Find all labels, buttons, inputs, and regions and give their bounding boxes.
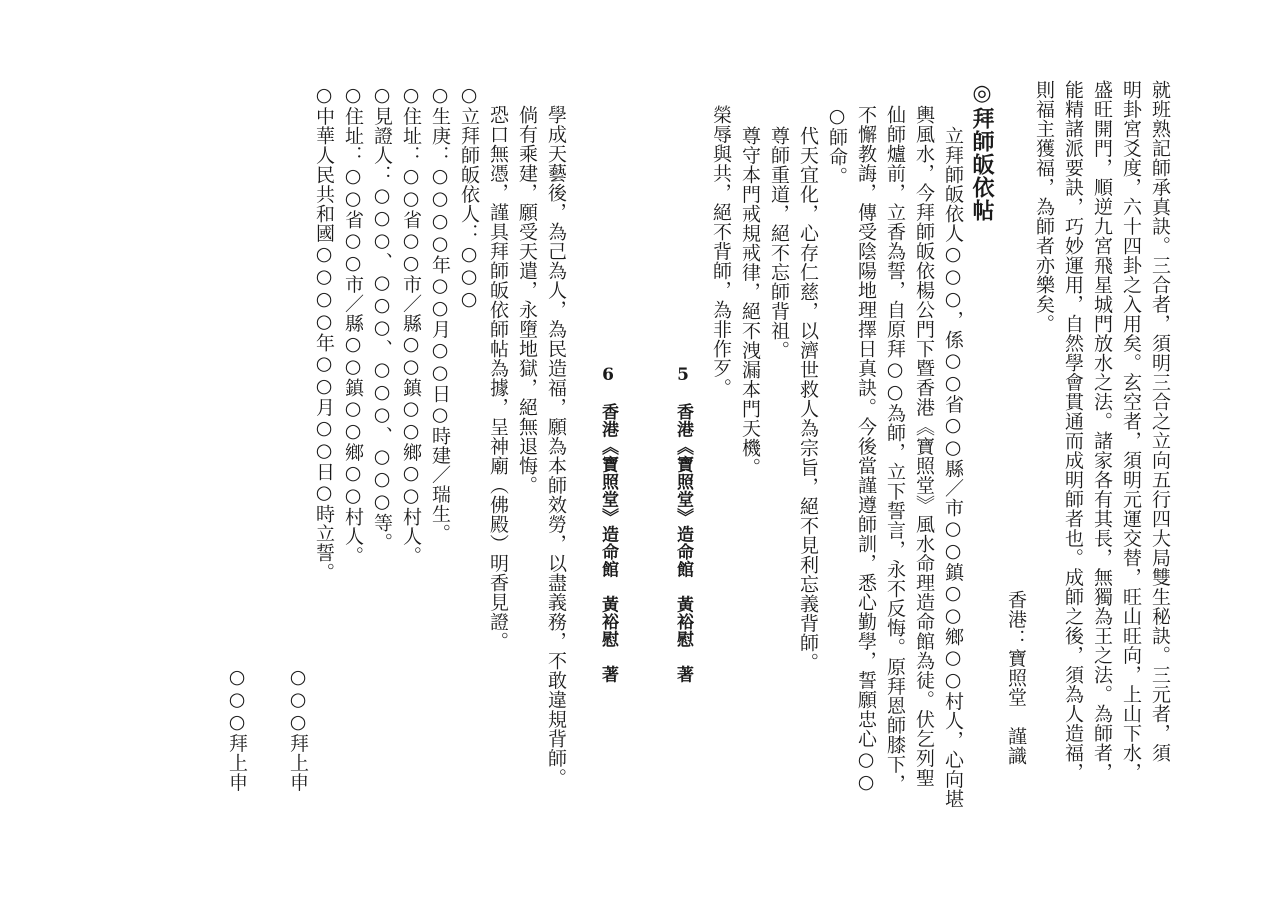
preface-line-3: 盛旺開門，順逆九宮飛星城門放水之法。諸家各有其長，無獨為王之法。為師者， bbox=[1091, 80, 1113, 782]
oath-vow-3: 尊守本門戒規戒律，絕不洩漏本門天機。 bbox=[739, 126, 761, 477]
page-footer-left bbox=[593, 365, 622, 683]
oath-vow-1: 代天宜化，心存仁慈，以濟世救人為宗旨，絕不見利忘義背師。 bbox=[797, 126, 819, 672]
oath-para1-line-2: 輿風水，今拜師皈依楊公門下暨香港《寶照堂》風水命理造命館為徒。伏乞列聖 bbox=[913, 105, 935, 788]
oath-para1-line-1: 立拜師皈依人○○○，係○○省○○縣／市○○鎮○○鄉○○村人，心向堪 bbox=[942, 126, 964, 809]
oath-para3-line-1: 學成天藝後，為己為人，為民造福，願為本師效勞，以盡義務，不敢違規背師。 bbox=[545, 105, 567, 788]
form-witness: ○見證人：○○○、○○○、○○○、○○○等。 bbox=[371, 84, 393, 552]
signoff-1: ○○○拜上申 bbox=[287, 666, 309, 792]
preface-line-4: 能精諸派要訣，巧妙運用，自然學會貫通而成明師者也。成師之後，須為人造福， bbox=[1062, 80, 1084, 782]
preface-line-1: 就班熟記師承真訣。三合者，須明三合之立向五行四大局雙生秘訣。三元者，須 bbox=[1149, 80, 1171, 763]
form-witness-address: ○住址：○○省○○市／縣○○鎮○○鄉○○村人。 bbox=[342, 84, 364, 566]
oath-para3-line-3: 恐口無憑，謹具拜師皈依師帖為據，呈神廟（佛殿）明香見證。 bbox=[487, 105, 509, 651]
form-oath-date: ○中華人民共和國○○○○年○○月○○日○時立誓。 bbox=[313, 84, 335, 582]
oath-vow-2: 尊師重道，絕不忘師背祖。 bbox=[768, 126, 790, 360]
page-footer-right bbox=[668, 365, 697, 683]
oath-para1-line-4: 不懈教誨，傳受陰陽地理擇日真訣。今後當謹遵師訓，悉心勤學，誓願忠心○○ bbox=[855, 105, 877, 794]
oath-vow-4: 榮辱與共，絕不背師，為非作歹。 bbox=[710, 105, 732, 398]
form-disciple: ○立拜師皈依人：○○○ bbox=[458, 84, 480, 311]
oath-para3-line-2: 倘有乘建，願受天遣，永墮地獄，絕無退悔。 bbox=[516, 105, 538, 495]
preface-signature: 香港：寶照堂 謹識 bbox=[1005, 590, 1027, 766]
page-number: 6 bbox=[598, 365, 618, 386]
footer-credit: 香港《寶照堂》造命館 黃裕慰 著 bbox=[598, 403, 618, 683]
section-heading: ◎拜師皈依帖 bbox=[969, 80, 995, 222]
page-number: 5 bbox=[673, 365, 693, 386]
signoff-2: ○○○拜上申 bbox=[226, 666, 248, 792]
form-birth: ○生庚：○○○○年○○月○○日○時建／瑞生。 bbox=[429, 84, 451, 543]
preface-line-5: 則福主獲福，為師者亦樂矣。 bbox=[1033, 80, 1055, 334]
form-address: ○住址：○○省○○市／縣○○鎮○○鄉○○村人。 bbox=[400, 84, 422, 566]
oath-para1-line-3: 仙師爐前，立香為誓，自原拜○○為師，立下誓言，永不反悔。原拜恩師膝下， bbox=[884, 105, 906, 794]
footer-credit: 香港《寶照堂》造命館 黃裕慰 著 bbox=[673, 403, 693, 683]
preface-line-2: 明卦宮爻度，六十四卦之入用矣。玄空者，須明元運交替，旺山旺向，上山下水， bbox=[1120, 80, 1142, 782]
oath-para1-line-5: ○師命。 bbox=[826, 105, 848, 186]
